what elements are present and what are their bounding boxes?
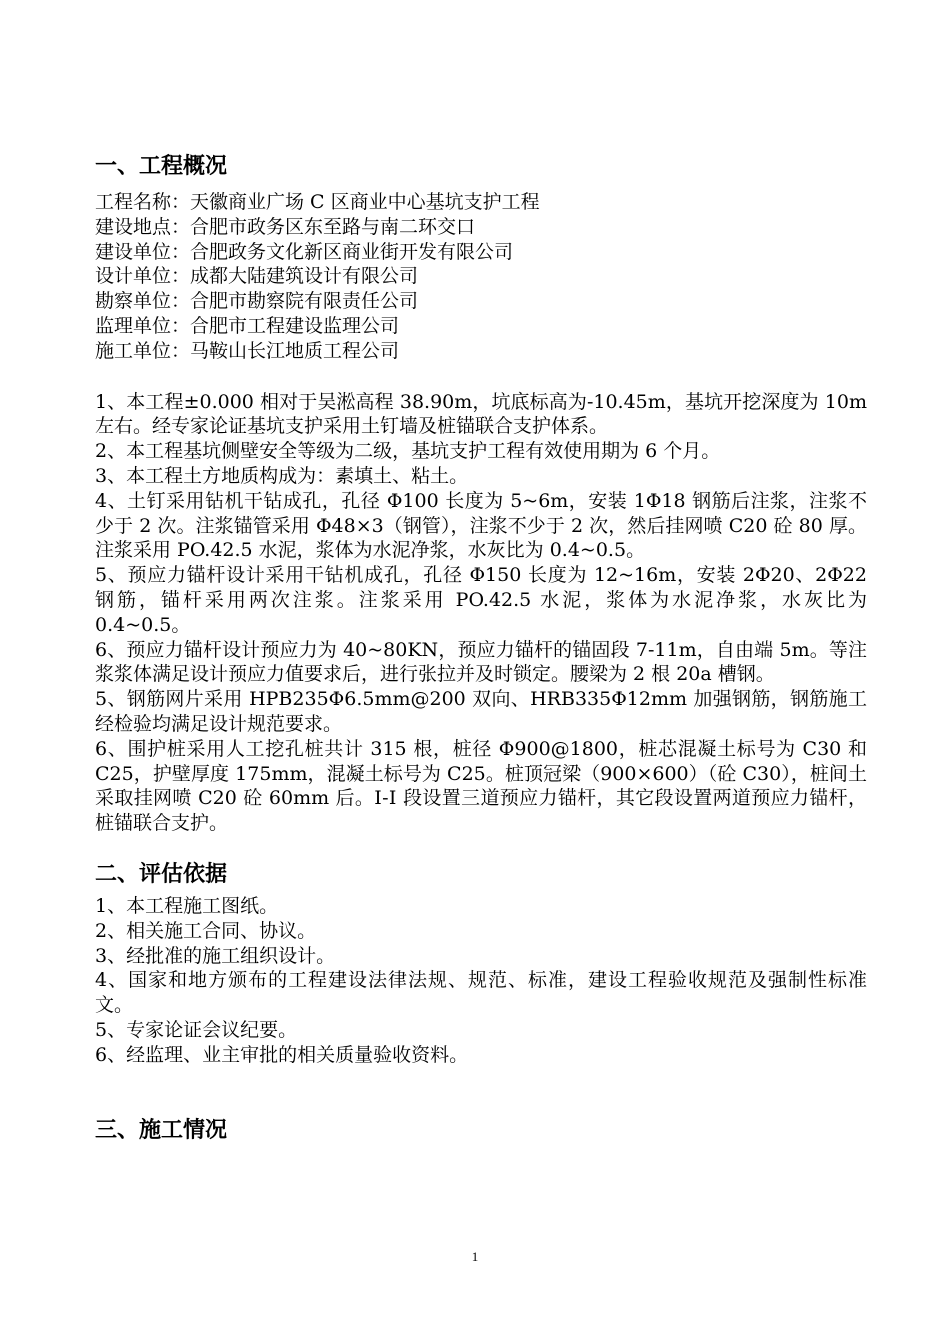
basis-item: 6、经监理、业主审批的相关质量验收资料。	[95, 1043, 469, 1066]
basis-item: 5、专家论证会议纪要。	[95, 1018, 298, 1041]
basis-item: 3、经批准的施工组织设计。	[95, 944, 336, 967]
overview-paragraph: 3、本工程土方地质构成为：素填土、粘土。	[95, 464, 469, 487]
section-heading-overview: 一、工程概况	[95, 154, 228, 179]
overview-paragraph: 5、预应力锚杆设计采用干钻机成孔，孔径 Φ150 长度为 12~16m，安装 2Φ20、2Φ22 钢筋，锚杆采用两次注浆。注浆采用 PO.42.5 水泥，浆体为水泥净浆，水灰比为 0.4~0.5。	[95, 564, 867, 636]
overview-paragraph: 6、围护桩采用人工挖孔桩共计 315 根，桩径 Φ900@1800，桩芯混凝土标号为 C30 和 C25，护壁厚度 175mm，混凝土标号为 C25。桩顶冠梁（900×600）（砼 C30），桩间土采取挂网喷 C20 砼 60mm 后。Ⅰ-Ⅰ 段设置三道预应力锚杆，其它段设置两道预应力锚杆，桩锚联合支护。	[95, 737, 867, 835]
project-location-line: 建设地点：合肥市政务区东至路与南二环交口	[95, 215, 476, 238]
overview-paragraph: 1、本工程±0.000 相对于吴淞高程 38.90m，坑底标高为-10.45m，基坑开挖深度为 10m 左右。经专家论证基坑支护采用土钉墙及桩锚联合支护体系。	[95, 390, 867, 438]
developer-line: 建设单位：合肥政务文化新区商业街开发有限公司	[95, 240, 514, 263]
basis-item: 4、国家和地方颁布的工程建设法律法规、规范、标准，建设工程验收规范及强制性标准文。	[95, 969, 867, 1017]
spacer	[95, 836, 867, 858]
project-name-line: 工程名称：天徽商业广场 C 区商业中心基坑支护工程	[95, 191, 540, 213]
basis-item: 2、相关施工合同、协议。	[95, 919, 317, 942]
overview-paragraph: 4、土钉采用钻机干钻成孔，孔径 Φ100 长度为 5~6m，安装 1Φ18 钢筋后注浆，注浆不少于 2 次。注浆锚管采用 Φ48×3（钢管），注浆不少于 2 次，然后挂网喷 C20 砼 80 厚。注浆采用 PO.42.5 水泥，浆体为水泥净浆，水灰比为 0.4~0.5。	[95, 489, 867, 562]
supervisor-line: 监理单位：合肥市工程建设监理公司	[95, 314, 400, 337]
overview-paragraph: 5、钢筋网片采用 HPB235Φ6.5mm@200 双向、HRB335Φ12mm 加强钢筋，钢筋施工经检验均满足设计规范要求。	[95, 688, 867, 735]
section-heading-construction: 三、施工情况	[95, 1117, 228, 1143]
contractor-line: 施工单位：马鞍山长江地质工程公司	[95, 339, 400, 362]
page-number: 1	[471, 1249, 479, 1264]
overview-paragraphs	[95, 390, 867, 836]
project-info-list	[95, 190, 867, 364]
surveyor-line: 勘察单位：合肥市勘察院有限责任公司	[95, 290, 419, 313]
spacer	[95, 364, 867, 390]
basis-list	[95, 894, 867, 1068]
overview-paragraph: 6、预应力锚杆设计预应力为 40~80KN，预应力锚杆的锚固段 7-11m，自由端 5m。等注浆浆体满足设计预应力值要求后，进行张拉并及时锁定。腰梁为 2 根 20a 槽钢。	[95, 638, 867, 686]
designer-line: 设计单位：成都大陆建筑设计有限公司	[95, 265, 419, 288]
spacer	[95, 1068, 867, 1114]
basis-item: 1、本工程施工图纸。	[95, 894, 279, 917]
overview-paragraph: 2、本工程基坑侧壁安全等级为二级，基坑支护工程有效使用期为 6 个月。	[95, 440, 721, 463]
page-content	[95, 150, 867, 1148]
section-heading-basis: 二、评估依据	[95, 861, 228, 887]
